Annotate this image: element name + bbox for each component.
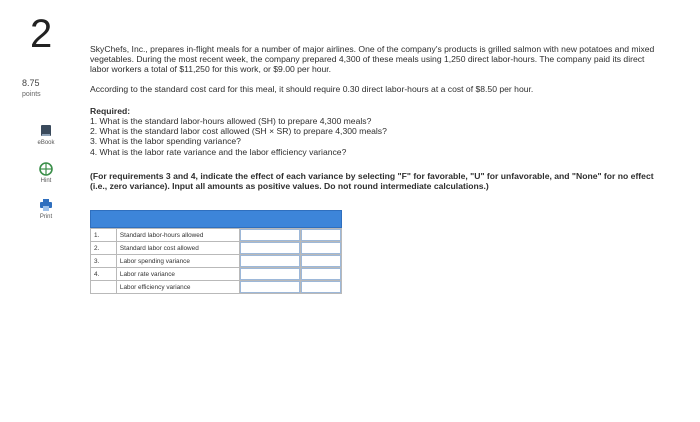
answer-table	[90, 210, 342, 294]
ebook-label: eBook	[37, 140, 55, 146]
answer-input[interactable]	[240, 268, 300, 280]
table-row	[91, 281, 342, 294]
effect-select[interactable]	[301, 281, 341, 293]
row-number: 4.	[91, 268, 117, 281]
print-label: Print	[39, 214, 53, 220]
row-label: Standard labor-hours allowed	[116, 229, 240, 242]
table-row	[91, 255, 342, 268]
problem-paragraph-1: SkyChefs, Inc., prepares in-flight meals for a number of major airlines. One of the company's products is grilled salmon with new potatoes and mixed vegetables. During the most recent week, the company prepared 4,300 of these meals using 1,250 direct labor-hours. The company paid its direct labor workers a total of $11,250 for this work, or $9.00 per hour.	[90, 44, 655, 75]
row-number: 1.	[91, 229, 117, 242]
effect-select[interactable]	[301, 268, 341, 280]
ebook-button[interactable]	[26, 124, 66, 146]
table-row	[91, 229, 342, 242]
table-header-bar	[90, 210, 342, 228]
answer-grid	[90, 228, 342, 294]
row-number: 2.	[91, 242, 117, 255]
required-item-4: 4. What is the labor rate variance and the labor efficiency variance?	[90, 146, 347, 157]
effect-select[interactable]	[301, 255, 341, 267]
points-label: points	[22, 91, 41, 98]
required-item-2: 2. What is the standard labor cost allowed (SH × SR) to prepare 4,300 meals?	[90, 126, 387, 137]
row-number: 3.	[91, 255, 117, 268]
hint-icon	[39, 162, 53, 176]
points-block	[22, 78, 41, 100]
question-number: 2	[30, 12, 53, 56]
answer-input[interactable]	[240, 281, 300, 293]
points-value: 8.75	[22, 78, 40, 88]
table-row	[91, 268, 342, 281]
answer-input[interactable]	[240, 229, 300, 241]
problem-paragraph-2: According to the standard cost card for this meal, it should require 0.30 direct labor-hours at a cost of $8.50 per hour.	[90, 83, 534, 94]
required-item-3: 3. What is the labor spending variance?	[90, 136, 241, 147]
print-button[interactable]	[26, 198, 66, 220]
effect-select[interactable]	[301, 229, 341, 241]
problem-content	[90, 44, 662, 191]
hint-label: Hint	[40, 178, 52, 184]
hint-button[interactable]	[26, 162, 66, 184]
row-label: Labor spending variance	[116, 255, 240, 268]
row-number	[91, 281, 117, 294]
print-icon	[39, 198, 53, 212]
required-item-1: 1. What is the standard labor-hours allowed (SH) to prepare 4,300 meals?	[90, 116, 372, 127]
required-heading: Required:	[90, 105, 131, 116]
table-row	[91, 242, 342, 255]
row-label: Standard labor cost allowed	[116, 242, 240, 255]
row-label: Labor rate variance	[116, 268, 240, 281]
answer-input[interactable]	[240, 242, 300, 254]
instructions: (For requirements 3 and 4, indicate the effect of each variance by selecting "F" for favorable, "U" for unfavorable, and "None" for no effect (i.e., zero variance). Input all amounts as positive values. Do not round intermediate calculations.)	[90, 170, 654, 192]
book-icon	[39, 124, 53, 138]
effect-select[interactable]	[301, 242, 341, 254]
row-label: Labor efficiency variance	[116, 281, 240, 294]
answer-input[interactable]	[240, 255, 300, 267]
